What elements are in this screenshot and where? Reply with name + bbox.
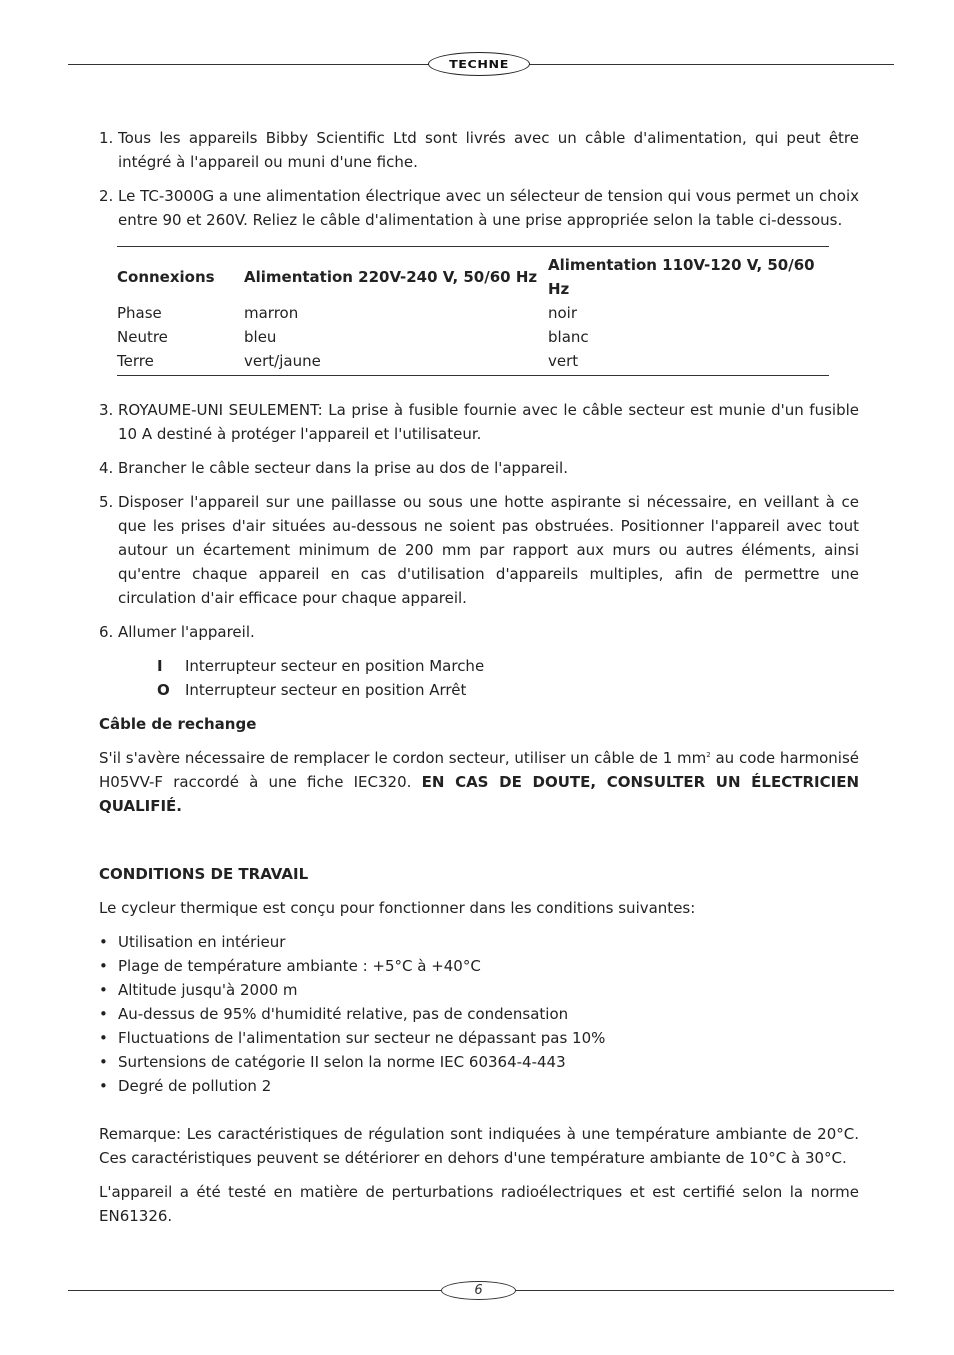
list-item: • Utilisation en intérieur — [99, 933, 286, 951]
page-number: 6 — [441, 1281, 516, 1300]
list-item: 5. Disposer l'appareil sur une paillasse ou sous une hotte aspirante si nécessaire, en veillant à ce que les prises d'air situées au-dessous ne soient pas obstruées. Positionner l'appareil avec tout autour un écartement minimum de 200 mm par rapport aux murs ou autres éléments, ainsi qu'entre chaque appareil en cas d'utilisation d'appareils multiples, afin de permettre une circulation d'air efficace pour chaque appareil. — [99, 493, 859, 607]
table-row: Terre vert/jaune vert — [117, 352, 579, 370]
logo-text: TECHNE — [449, 57, 509, 71]
list-item: 1. Tous les appareils Bibby Scientific Ltd sont livrés avec un câble d'alimentation, qui peut être intégré à l'appareil ou muni d'une fiche. — [99, 129, 859, 171]
conditions-list — [99, 930, 859, 1098]
list-item: • Degré de pollution 2 — [99, 1077, 272, 1095]
conditions-intro: Le cycleur thermique est conçu pour fonctionner dans les conditions suivantes: — [99, 899, 696, 917]
rechange-paragraph: S'il s'avère nécessaire de remplacer le cordon secteur, utiliser un câble de 1 $mm^2$ au code harmonisé H05VV-F raccordé à une fiche IEC320. EN CAS DE DOUTE, CONSULTER UN ÉLECTRICIEN QUALIFIÉ. — [99, 749, 860, 815]
list-item: • Fluctuations de l'alimentation sur secteur ne dépassant pas 10% — [99, 1029, 606, 1047]
list-item: • Surtensions de catégorie II selon la norme IEC 60364-4-443 — [99, 1053, 566, 1071]
rechange-heading: Câble de rechange — [99, 715, 257, 733]
switch-on-row: I Interrupteur secteur en position Marche — [157, 657, 485, 675]
wiring-table — [117, 246, 829, 376]
conditions-heading: CONDITIONS DE TRAVAIL — [99, 865, 309, 883]
list-item: 3. ROYAUME-UNI SEULEMENT: La prise à fusible fournie avec le câble secteur est munie d'un fusible 10 A destiné à protéger l'appareil et l'utilisateur. — [99, 401, 859, 443]
table-row: Neutre bleu blanc — [117, 328, 589, 346]
list-item: • Plage de température ambiante : +5°C à +40°C — [99, 957, 481, 975]
table-row: Phase marron noir — [117, 304, 578, 322]
switch-off-row: O Interrupteur secteur en position Arrêt — [157, 681, 467, 699]
list-item: • Altitude jusqu'à 2000 m — [99, 981, 298, 999]
list-item: 2. Le TC-3000G a une alimentation électrique avec un sélecteur de tension qui vous permet un choix entre 90 et 260V. Reliez le câble d'alimentation à une prise appropriée selon la table ci-dessous. — [99, 187, 859, 229]
list-item: 6. Allumer l'appareil. — [99, 623, 255, 641]
table-header-row: Connexions Alimentation 220V-240 V, 50/60 Hz Alimentation 110V-120 V, 50/60 Hz — [117, 256, 815, 298]
document-body — [99, 126, 859, 1228]
list-item: 4. Brancher le câble secteur dans la prise au dos de l'appareil. — [99, 459, 568, 477]
list-item: • Au-dessus de 95% d'humidité relative, pas de condensation — [99, 1005, 569, 1023]
remarque-paragraph: Remarque: Les caractéristiques de régulation sont indiquées à une température ambiante de 20°C. Ces caractéristiques peuvent se détériorer en dehors d'une température ambiante de 10°C à 30°C. — [99, 1125, 859, 1167]
certification-paragraph: L'appareil a été testé en matière de perturbations radioélectriques et est certifié selon la norme EN61326. — [99, 1183, 859, 1225]
techne-logo — [428, 52, 530, 76]
